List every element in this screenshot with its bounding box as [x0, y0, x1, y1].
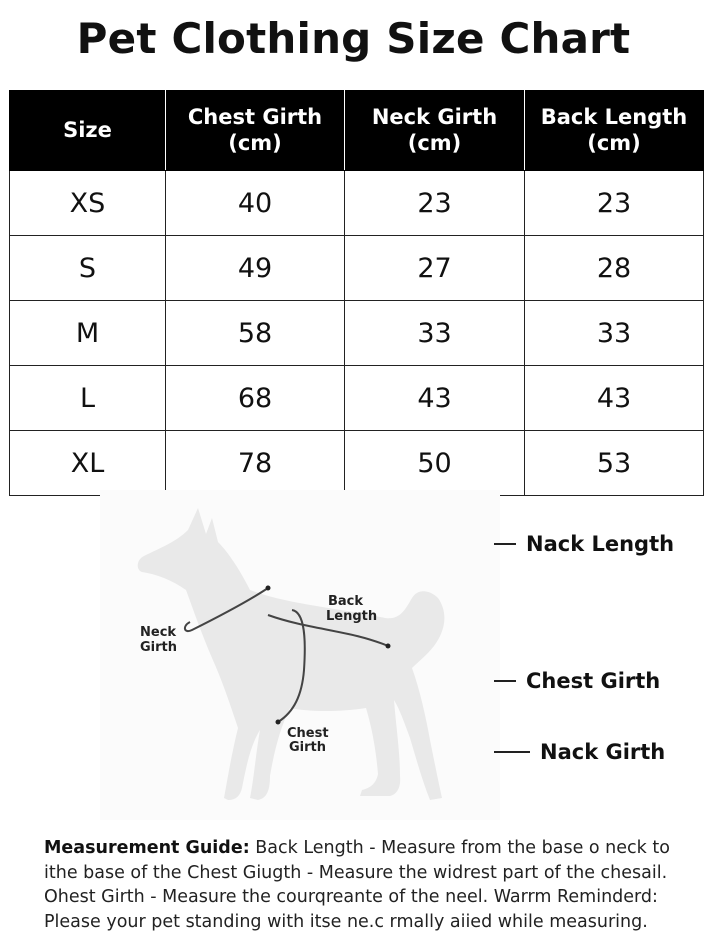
dog-measurement-diagram	[100, 490, 500, 820]
cell-back: 53	[525, 431, 704, 496]
cell-chest: 40	[166, 171, 345, 236]
chest-girth-label-1: Chest	[287, 726, 329, 741]
table-row	[10, 171, 704, 236]
guide-line-1	[44, 836, 694, 861]
legend-item-neck-length	[494, 532, 674, 556]
header-size	[10, 91, 166, 171]
cell-neck: 43	[345, 366, 525, 431]
chest-girth-label-2: Girth	[289, 740, 327, 755]
back-length-label-1: Back	[328, 594, 364, 609]
table-row	[10, 236, 704, 301]
cell-size: XS	[10, 171, 166, 236]
header-back-length	[525, 91, 704, 171]
cell-size: S	[10, 236, 166, 301]
cell-neck: 33	[345, 301, 525, 366]
legend-label: Nack Girth	[540, 740, 666, 764]
guide-line-2: ithe base of the Chest Giugth - Measure the widrest part of the chesail.	[44, 862, 668, 883]
cell-size: L	[10, 366, 166, 431]
table-row	[10, 431, 704, 496]
header-neck-girth	[345, 91, 525, 171]
neck-girth-label-1: Neck	[140, 625, 177, 640]
header-neck-unit: (cm)	[407, 130, 462, 155]
cell-neck: 50	[345, 431, 525, 496]
cell-back: 33	[525, 301, 704, 366]
cell-chest: 78	[166, 431, 345, 496]
legend-line	[494, 543, 516, 545]
measurement-guide	[44, 836, 694, 934]
legend-label: Chest Girth	[526, 669, 661, 693]
header-size-label: Size	[63, 117, 112, 142]
dog-silhouette-icon	[100, 490, 500, 820]
cell-chest: 58	[166, 301, 345, 366]
guide-text: Back Length - Measure from the base o neck to	[255, 838, 670, 858]
legend-line	[494, 680, 516, 682]
cell-chest: 49	[166, 236, 345, 301]
cell-back: 43	[525, 366, 704, 431]
table-row	[10, 366, 704, 431]
page-title: Pet Clothing Size Chart	[76, 14, 631, 63]
cell-chest: 68	[166, 366, 345, 431]
cell-neck: 23	[345, 171, 525, 236]
cell-neck: 27	[345, 236, 525, 301]
guide-heading: Measurement Guide:	[44, 838, 250, 858]
cell-size: M	[10, 301, 166, 366]
table-row	[10, 301, 704, 366]
legend-item-neck-girth	[494, 740, 665, 764]
cell-back: 28	[525, 236, 704, 301]
header-neck-label: Neck Girth	[371, 105, 498, 130]
table-header-row	[10, 91, 704, 171]
legend-item-chest-girth	[494, 669, 660, 693]
header-back-unit: (cm)	[587, 130, 641, 155]
cell-back: 23	[525, 171, 704, 236]
back-length-label-2: Length	[326, 609, 378, 624]
header-chest-label: Chest Girth	[187, 105, 323, 130]
header-chest-unit: (cm)	[228, 130, 282, 155]
legend-label: Nack Length	[526, 532, 675, 556]
guide-line-3: Ohest Girth - Measure the courqreante of the neel. Warrm Reminderd:	[44, 887, 658, 907]
header-chest-girth	[166, 91, 345, 171]
legend-line	[494, 751, 530, 753]
neck-girth-label-2: Girth	[140, 640, 178, 655]
guide-line-4: Please your pet standing with itse ne.c rmally aiied while measuring.	[44, 911, 648, 932]
cell-size: XL	[10, 431, 166, 496]
size-chart-table	[9, 90, 704, 496]
header-back-label: Back Length	[540, 105, 688, 130]
